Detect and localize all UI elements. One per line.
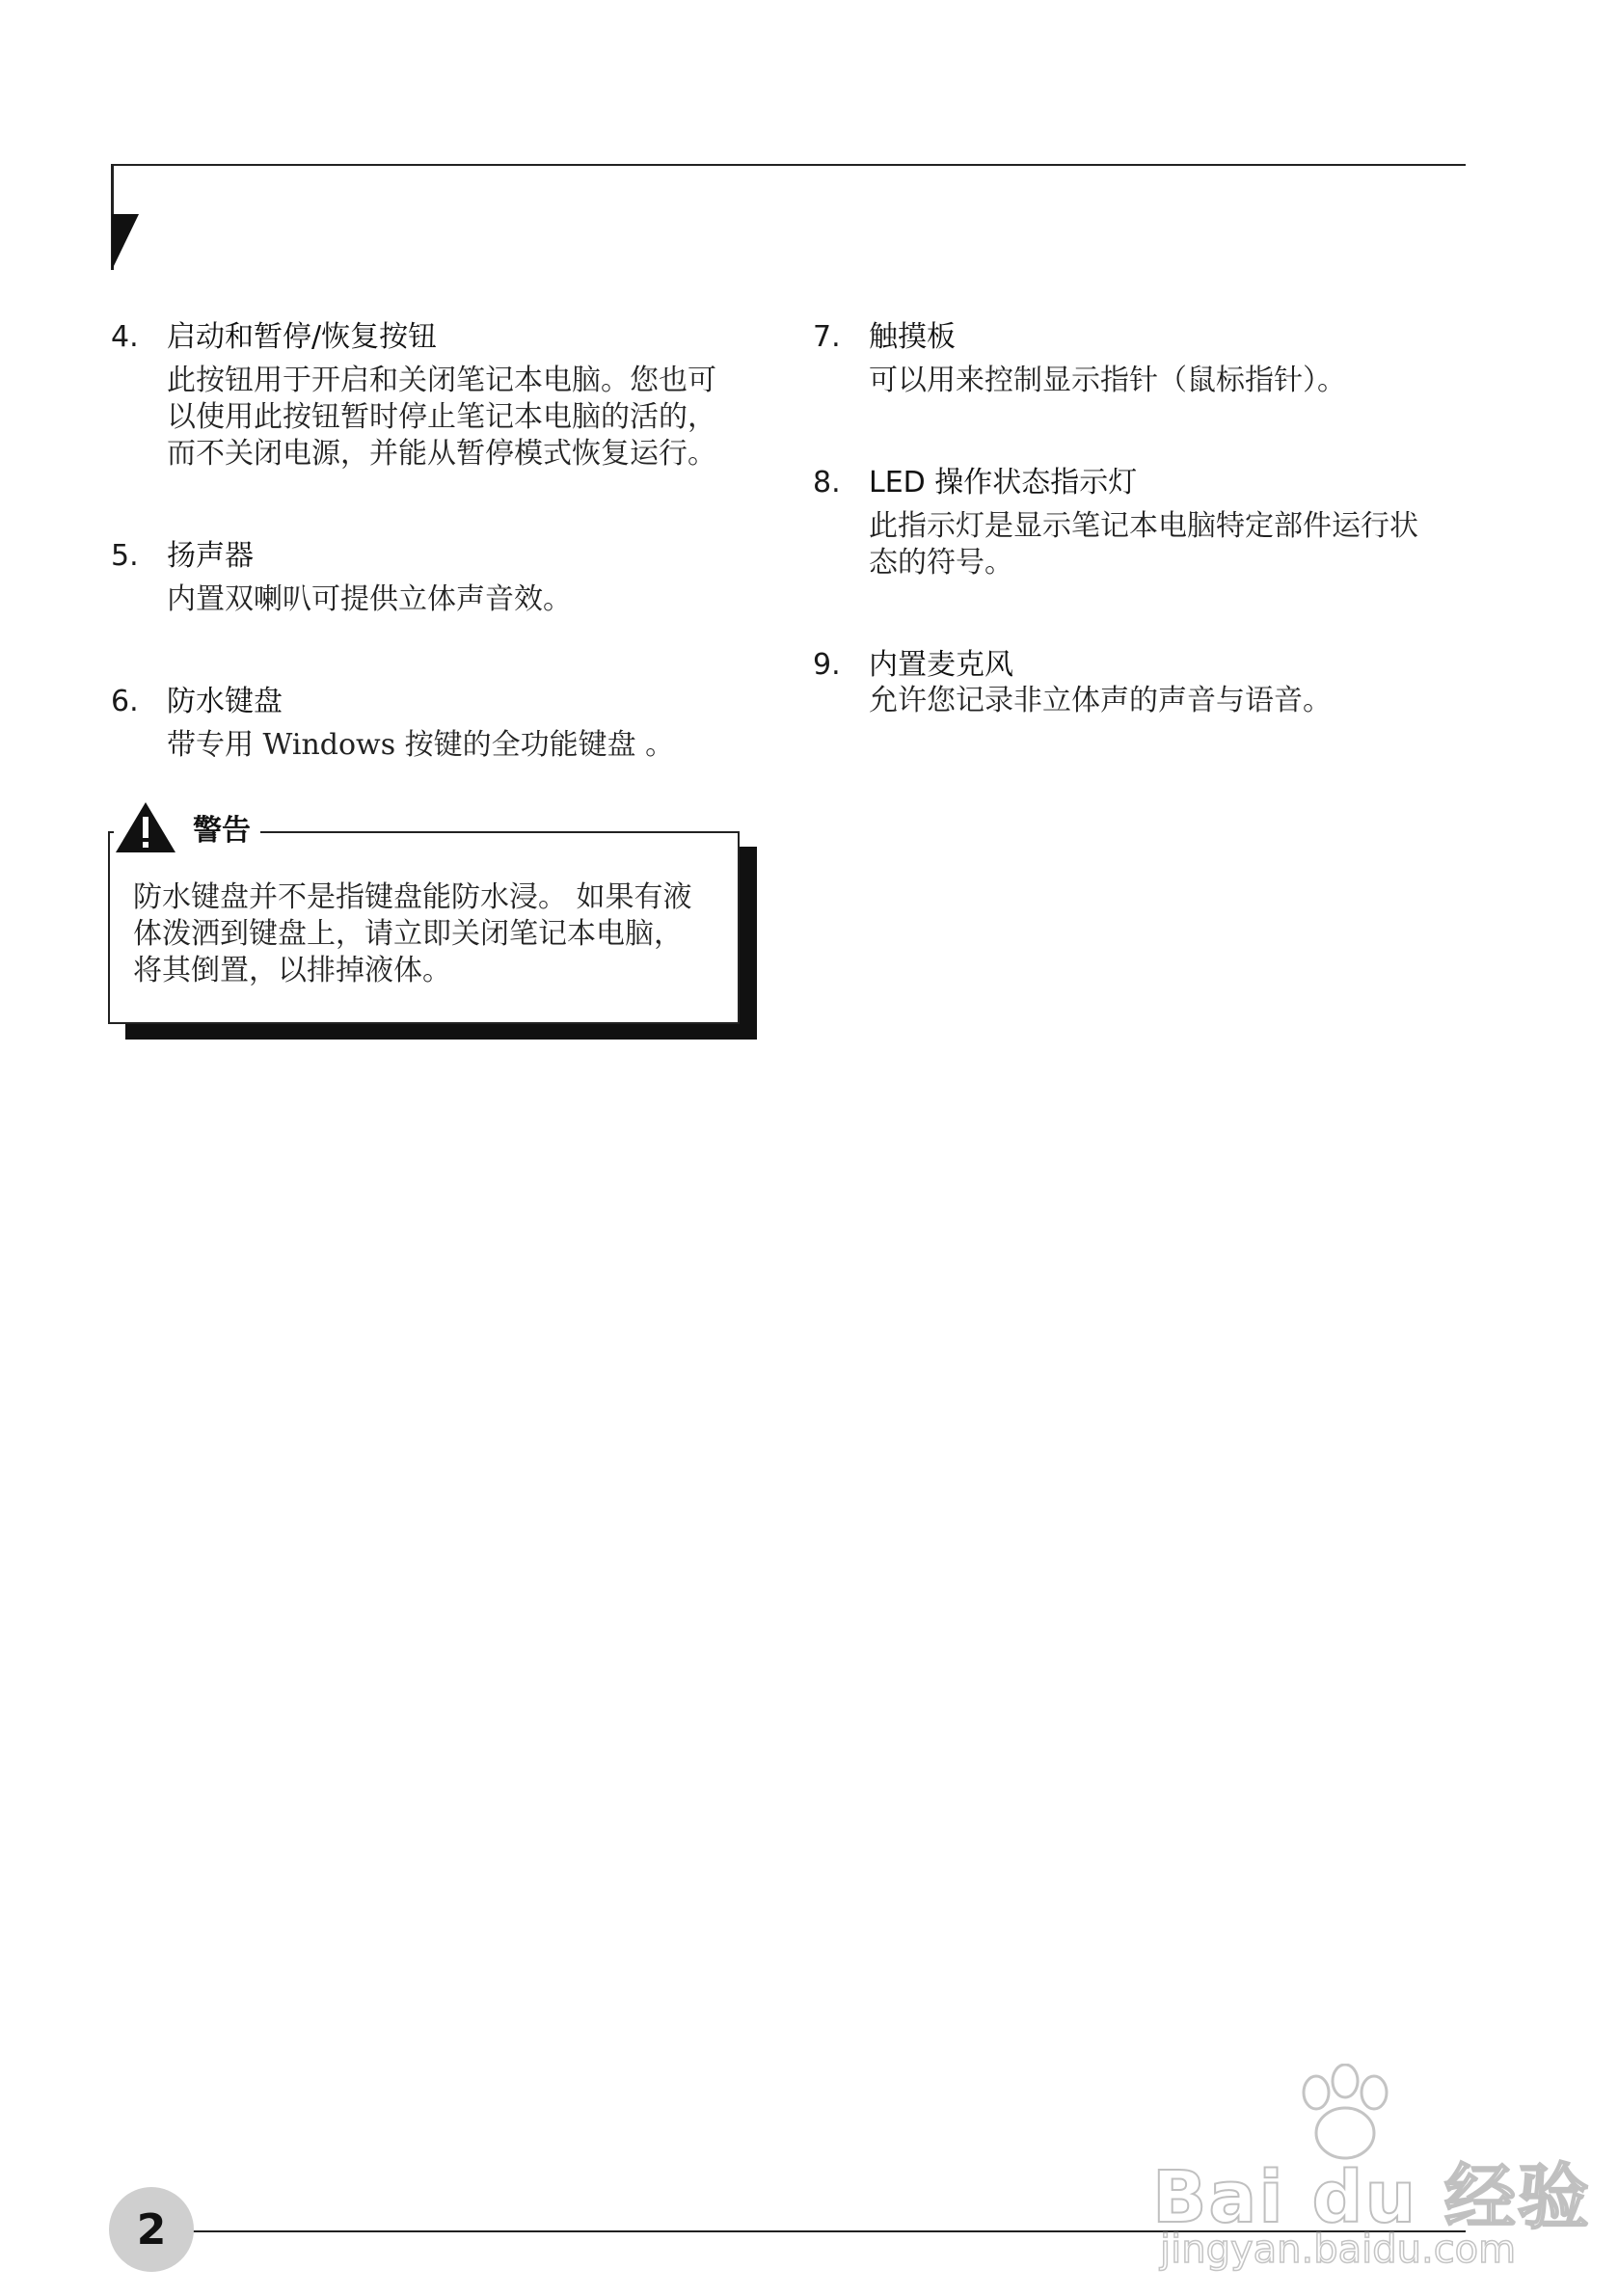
item-number: 6.: [111, 685, 139, 718]
item-title: 触摸板: [869, 320, 956, 354]
item-description: 此按钮用于开启和关闭笔记本电脑。您也可 以使用此按钮暂时停止笔记本电脑的活的， 而不关闭电源，并能从暂停模式恢复运行。: [167, 364, 716, 471]
header-rule: [111, 164, 1466, 166]
item-number: 7.: [813, 320, 841, 354]
warning-triangle-icon: [114, 800, 177, 854]
item-description: 带专用 Windows 按键的全功能键盘 。: [167, 728, 675, 762]
item-description: 允许您记录非立体声的声音与语音。: [869, 684, 1332, 717]
item-title: 扬声器: [167, 539, 254, 573]
watermark-url: jingyan.baidu.com: [1160, 2228, 1517, 2272]
baidu-watermark: [1152, 2064, 1591, 2272]
item-number: 4.: [111, 320, 139, 354]
warning-header: [114, 798, 260, 856]
item-description: 内置双喇叭可提供立体声音效。: [167, 582, 572, 616]
item-title: 内置麦克风: [869, 648, 1013, 682]
item-description: 可以用来控制显示指针（鼠标指针）。: [869, 364, 1346, 397]
item-number: 9.: [813, 648, 841, 682]
item-title: 启动和暂停/恢复按钮: [167, 320, 438, 354]
item-number: 5.: [111, 539, 139, 573]
item-number: 8.: [813, 466, 841, 500]
header-corner-marker: [112, 214, 139, 270]
page-number-badge: [109, 2187, 194, 2272]
warning-text: 防水键盘并不是指键盘能防水浸。 如果有液 体泼洒到键盘上，请立即关闭笔记本电脑， 将其倒置，以排掉液体。: [133, 880, 692, 987]
item-title: LED 操作状态指示灯: [869, 466, 1138, 500]
warning-title: 警告: [193, 814, 251, 848]
item-description: 此指示灯是显示笔记本电脑特定部件运行状 态的符号。: [869, 509, 1418, 580]
item-title: 防水键盘: [167, 685, 283, 718]
watermark-brand: Bai du 经验: [1152, 2156, 1591, 2239]
page-number: 2: [136, 2204, 167, 2255]
